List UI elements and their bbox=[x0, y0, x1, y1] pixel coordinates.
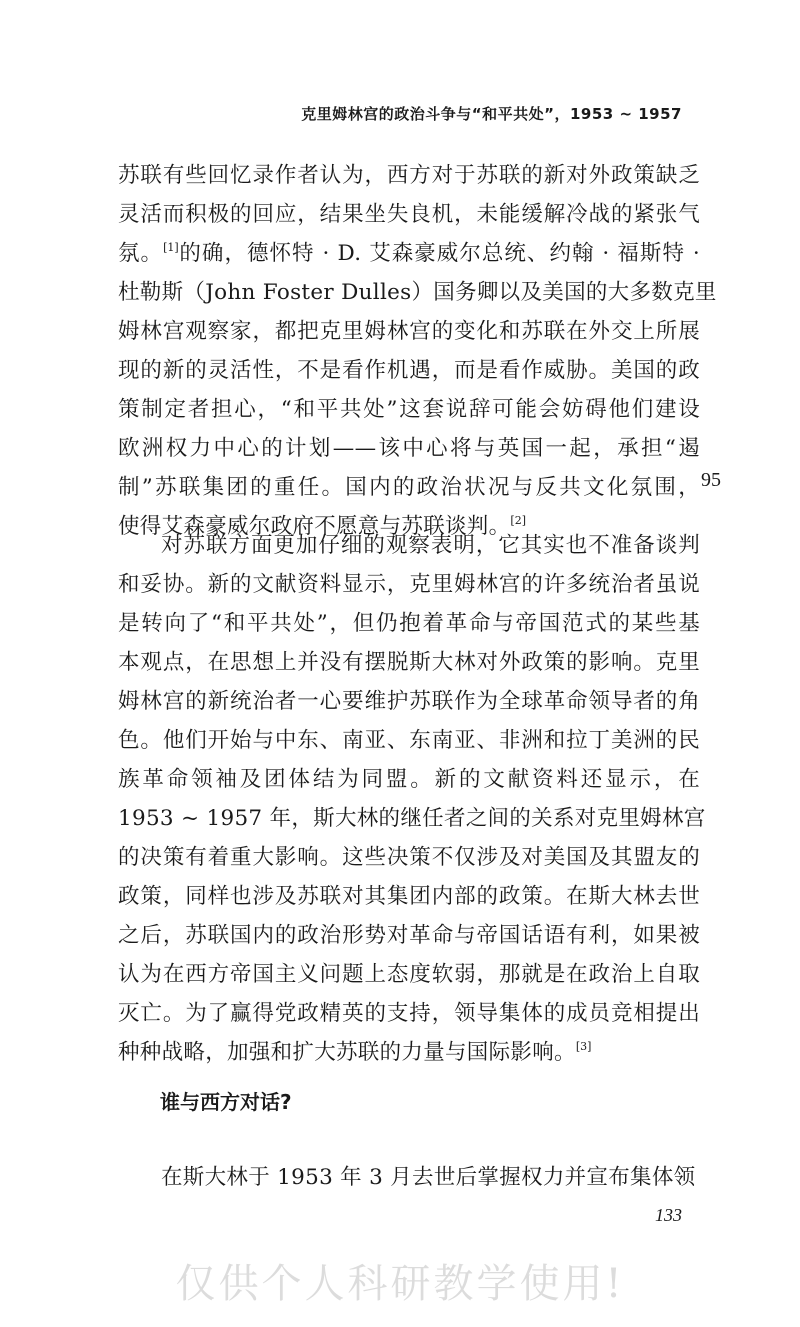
text-line: 策制定者担心，“和平共处”这套说辞可能会妨碍他们建设 bbox=[118, 397, 700, 422]
footnote-ref: [3] bbox=[575, 1040, 592, 1053]
text-line: 氛。[1]的确，德怀特 · D. 艾森豪威尔总统、约翰 · 福斯特 · bbox=[118, 241, 700, 266]
text-line: 姆林宫观察家，都把克里姆林宫的变化和苏联在外交上所展 bbox=[118, 319, 700, 344]
running-head: 克里姆林宫的政治斗争与“和平共处”，1953 ~ 1957 bbox=[301, 105, 682, 123]
text-line: 政策，同样也涉及苏联对其集团内部的政策。在斯大林去世 bbox=[118, 884, 700, 909]
paragraph-2 bbox=[118, 526, 706, 1072]
text-line: 之后，苏联国内的政治形势对革命与帝国话语有利，如果被 bbox=[118, 923, 700, 948]
text-line: 本观点，在思想上并没有摆脱斯大林对外政策的影响。克里 bbox=[118, 650, 700, 675]
text-line: 对苏联方面更加仔细的观察表明，它其实也不准备谈判 bbox=[161, 533, 700, 558]
page-number: 133 bbox=[655, 1205, 682, 1225]
text-line: 是转向了“和平共处”，但仍抱着革命与帝国范式的某些基 bbox=[118, 611, 700, 636]
paragraph-3 bbox=[118, 1158, 700, 1197]
text-line: 制”苏联集团的重任。国内的政治状况与反共文化氛围， bbox=[118, 475, 700, 500]
text-line: 和妥协。新的文献资料显示，克里姆林宫的许多统治者虽说 bbox=[118, 572, 700, 597]
footnote-ref: [2] bbox=[510, 514, 526, 527]
text-line: 认为在西方帝国主义问题上态度软弱，那就是在政治上自取 bbox=[118, 962, 700, 987]
text-line: 灭亡。为了赢得党政精英的支持，领导集体的成员竞相提出 bbox=[118, 1001, 700, 1026]
original-page-number: 95 bbox=[701, 469, 721, 491]
text-line: 欧洲权力中心的计划——该中心将与英国一起，承担“遏 bbox=[118, 436, 700, 461]
text-line: 苏联有些回忆录作者认为，西方对于苏联的新对外政策缺乏 bbox=[118, 163, 700, 188]
text-line: 在斯大林于 1953 年 3 月去世后掌握权力并宣布集体领 bbox=[161, 1165, 696, 1190]
text-line: 1953 ~ 1957 年，斯大林的继任者之间的关系对克里姆林宫 bbox=[118, 806, 706, 831]
section-heading: 谁与西方对话? bbox=[160, 1090, 292, 1114]
text-line: 种种战略，加强和扩大苏联的力量与国际影响。[3] bbox=[118, 1040, 592, 1065]
text-line: 现的新的灵活性，不是看作机遇，而是看作威胁。美国的政 bbox=[118, 358, 700, 383]
text-line: 使得艾森豪威尔政府不愿意与苏联谈判。[2] bbox=[118, 514, 526, 539]
footnote-ref: [1] bbox=[163, 241, 179, 254]
text-line: 灵活而积极的回应，结果坐失良机，未能缓解冷战的紧张气 bbox=[118, 202, 700, 227]
text-line: 杜勒斯（John Foster Dulles）国务卿以及美国的大多数克里 bbox=[118, 280, 717, 305]
text-line: 族革命领袖及团体结为同盟。新的文献资料还显示，在 bbox=[118, 767, 700, 792]
text-line: 色。他们开始与中东、南亚、东南亚、非洲和拉丁美洲的民 bbox=[118, 728, 700, 753]
text-line: 姆林宫的新统治者一心要维护苏联作为全球革命领导者的角 bbox=[118, 689, 700, 714]
watermark: 仅供个人科研教学使用! bbox=[175, 1261, 625, 1307]
text-line: 的决策有着重大影响。这些决策不仅涉及对美国及其盟友的 bbox=[118, 845, 700, 870]
